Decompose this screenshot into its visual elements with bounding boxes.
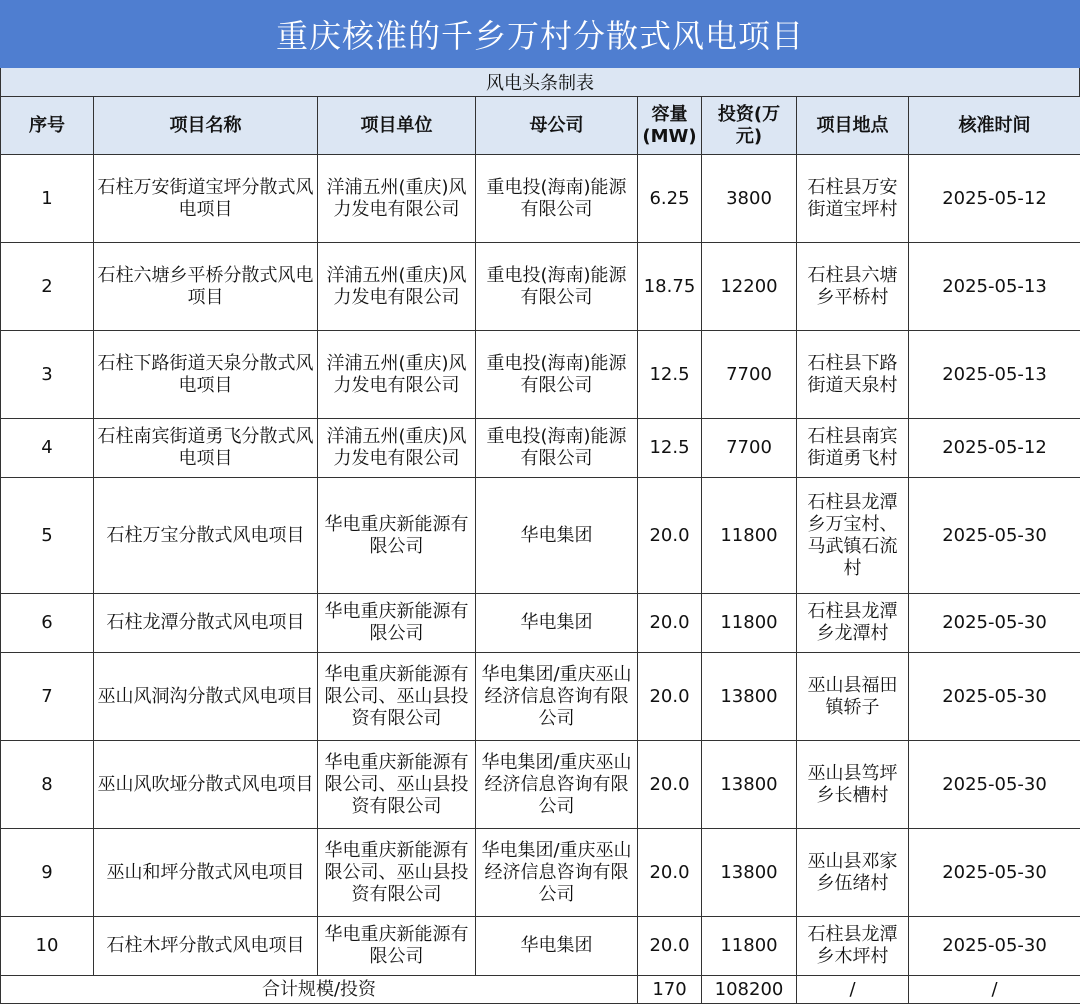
header-parent: 母公司	[476, 97, 638, 155]
cell-unit: 华电重庆新能源有限公司	[318, 478, 476, 594]
table-row	[1, 243, 1080, 331]
cell-no: 2	[1, 243, 94, 331]
cell-name: 石柱木坪分散式风电项目	[94, 917, 318, 976]
cell-name: 巫山风吹垭分散式风电项目	[94, 741, 318, 829]
table-row	[1, 155, 1080, 243]
cell-invest: 7700	[702, 419, 797, 478]
cell-name: 石柱万安街道宝坪分散式风电项目	[94, 155, 318, 243]
cell-date: 2025-05-30	[909, 478, 1080, 594]
cell-no: 8	[1, 741, 94, 829]
cell-location: 石柱县龙潭乡木坪村	[797, 917, 909, 976]
cell-name: 巫山风洞沟分散式风电项目	[94, 653, 318, 741]
cell-capacity: 18.75	[638, 243, 702, 331]
table-row	[1, 478, 1080, 594]
title-bar	[0, 0, 1080, 69]
header-no: 序号	[1, 97, 94, 155]
cell-name: 石柱万宝分散式风电项目	[94, 478, 318, 594]
header-name: 项目名称	[94, 97, 318, 155]
cell-name: 石柱龙潭分散式风电项目	[94, 594, 318, 653]
cell-invest: 11800	[702, 594, 797, 653]
cell-capacity: 12.5	[638, 331, 702, 419]
table-row	[1, 419, 1080, 478]
cell-date: 2025-05-30	[909, 594, 1080, 653]
cell-location: 石柱县六塘乡平桥村	[797, 243, 909, 331]
cell-location: 巫山县邓家乡伍绪村	[797, 829, 909, 917]
cell-capacity: 20.0	[638, 594, 702, 653]
cell-location: 石柱县龙潭乡万宝村、马武镇石流村	[797, 478, 909, 594]
total-invest: 108200	[702, 976, 797, 1004]
cell-unit: 华电重庆新能源有限公司	[318, 594, 476, 653]
table-row	[1, 594, 1080, 653]
total-date: /	[909, 976, 1080, 1004]
cell-parent: 重电投(海南)能源有限公司	[476, 155, 638, 243]
cell-invest: 12200	[702, 243, 797, 331]
cell-invest: 11800	[702, 478, 797, 594]
cell-no: 4	[1, 419, 94, 478]
cell-unit: 华电重庆新能源有限公司、巫山县投资有限公司	[318, 829, 476, 917]
document-title: 重庆核准的千乡万村分散式风电项目	[275, 17, 804, 55]
cell-invest: 7700	[702, 331, 797, 419]
cell-no: 10	[1, 917, 94, 976]
cell-name: 石柱下路街道天泉分散式风电项目	[94, 331, 318, 419]
cell-date: 2025-05-30	[909, 741, 1080, 829]
cell-parent: 华电集团	[476, 478, 638, 594]
cell-parent: 重电投(海南)能源有限公司	[476, 419, 638, 478]
cell-parent: 重电投(海南)能源有限公司	[476, 331, 638, 419]
header-unit: 项目单位	[318, 97, 476, 155]
table-row	[1, 331, 1080, 419]
cell-date: 2025-05-30	[909, 917, 1080, 976]
table-row	[1, 653, 1080, 741]
cell-location: 石柱县万安街道宝坪村	[797, 155, 909, 243]
cell-date: 2025-05-13	[909, 243, 1080, 331]
cell-date: 2025-05-12	[909, 155, 1080, 243]
cell-capacity: 12.5	[638, 419, 702, 478]
total-label: 合计规模/投资	[1, 976, 638, 1004]
cell-no: 6	[1, 594, 94, 653]
cell-capacity: 20.0	[638, 741, 702, 829]
header-invest: 投资(万元)	[702, 97, 797, 155]
table-row	[1, 829, 1080, 917]
project-table	[0, 96, 1080, 1004]
subtitle-text: 风电头条制表	[486, 73, 594, 94]
cell-unit: 华电重庆新能源有限公司、巫山县投资有限公司	[318, 741, 476, 829]
header-date: 核准时间	[909, 97, 1080, 155]
cell-name: 巫山和坪分散式风电项目	[94, 829, 318, 917]
cell-date: 2025-05-13	[909, 331, 1080, 419]
cell-no: 9	[1, 829, 94, 917]
cell-unit: 华电重庆新能源有限公司、巫山县投资有限公司	[318, 653, 476, 741]
cell-date: 2025-05-30	[909, 653, 1080, 741]
cell-location: 巫山县笃坪乡长槽村	[797, 741, 909, 829]
total-location: /	[797, 976, 909, 1004]
cell-parent: 华电集团/重庆巫山经济信息咨询有限公司	[476, 829, 638, 917]
cell-parent: 华电集团	[476, 594, 638, 653]
cell-parent: 华电集团	[476, 917, 638, 976]
cell-unit: 洋浦五州(重庆)风力发电有限公司	[318, 243, 476, 331]
cell-unit: 华电重庆新能源有限公司	[318, 917, 476, 976]
cell-unit: 洋浦五州(重庆)风力发电有限公司	[318, 331, 476, 419]
cell-unit: 洋浦五州(重庆)风力发电有限公司	[318, 155, 476, 243]
cell-date: 2025-05-12	[909, 419, 1080, 478]
cell-no: 5	[1, 478, 94, 594]
cell-name: 石柱六塘乡平桥分散式风电项目	[94, 243, 318, 331]
header-row	[1, 97, 1080, 155]
cell-name: 石柱南宾街道勇飞分散式风电项目	[94, 419, 318, 478]
cell-capacity: 20.0	[638, 653, 702, 741]
cell-invest: 13800	[702, 829, 797, 917]
cell-unit: 洋浦五州(重庆)风力发电有限公司	[318, 419, 476, 478]
table-row	[1, 741, 1080, 829]
cell-invest: 11800	[702, 917, 797, 976]
cell-capacity: 20.0	[638, 478, 702, 594]
header-location: 项目地点	[797, 97, 909, 155]
cell-invest: 13800	[702, 653, 797, 741]
document-subtitle	[0, 68, 1080, 97]
cell-parent: 重电投(海南)能源有限公司	[476, 243, 638, 331]
cell-no: 3	[1, 331, 94, 419]
cell-no: 7	[1, 653, 94, 741]
cell-invest: 3800	[702, 155, 797, 243]
cell-location: 巫山县福田镇轿子	[797, 653, 909, 741]
cell-location: 石柱县下路街道天泉村	[797, 331, 909, 419]
header-capacity: 容量(MW)	[638, 97, 702, 155]
cell-no: 1	[1, 155, 94, 243]
cell-capacity: 20.0	[638, 829, 702, 917]
cell-capacity: 6.25	[638, 155, 702, 243]
cell-parent: 华电集团/重庆巫山经济信息咨询有限公司	[476, 653, 638, 741]
cell-invest: 13800	[702, 741, 797, 829]
cell-date: 2025-05-30	[909, 829, 1080, 917]
total-capacity: 170	[638, 976, 702, 1004]
table-row	[1, 917, 1080, 976]
cell-location: 石柱县龙潭乡龙潭村	[797, 594, 909, 653]
cell-capacity: 20.0	[638, 917, 702, 976]
cell-location: 石柱县南宾街道勇飞村	[797, 419, 909, 478]
cell-parent: 华电集团/重庆巫山经济信息咨询有限公司	[476, 741, 638, 829]
total-row	[1, 976, 1080, 1004]
